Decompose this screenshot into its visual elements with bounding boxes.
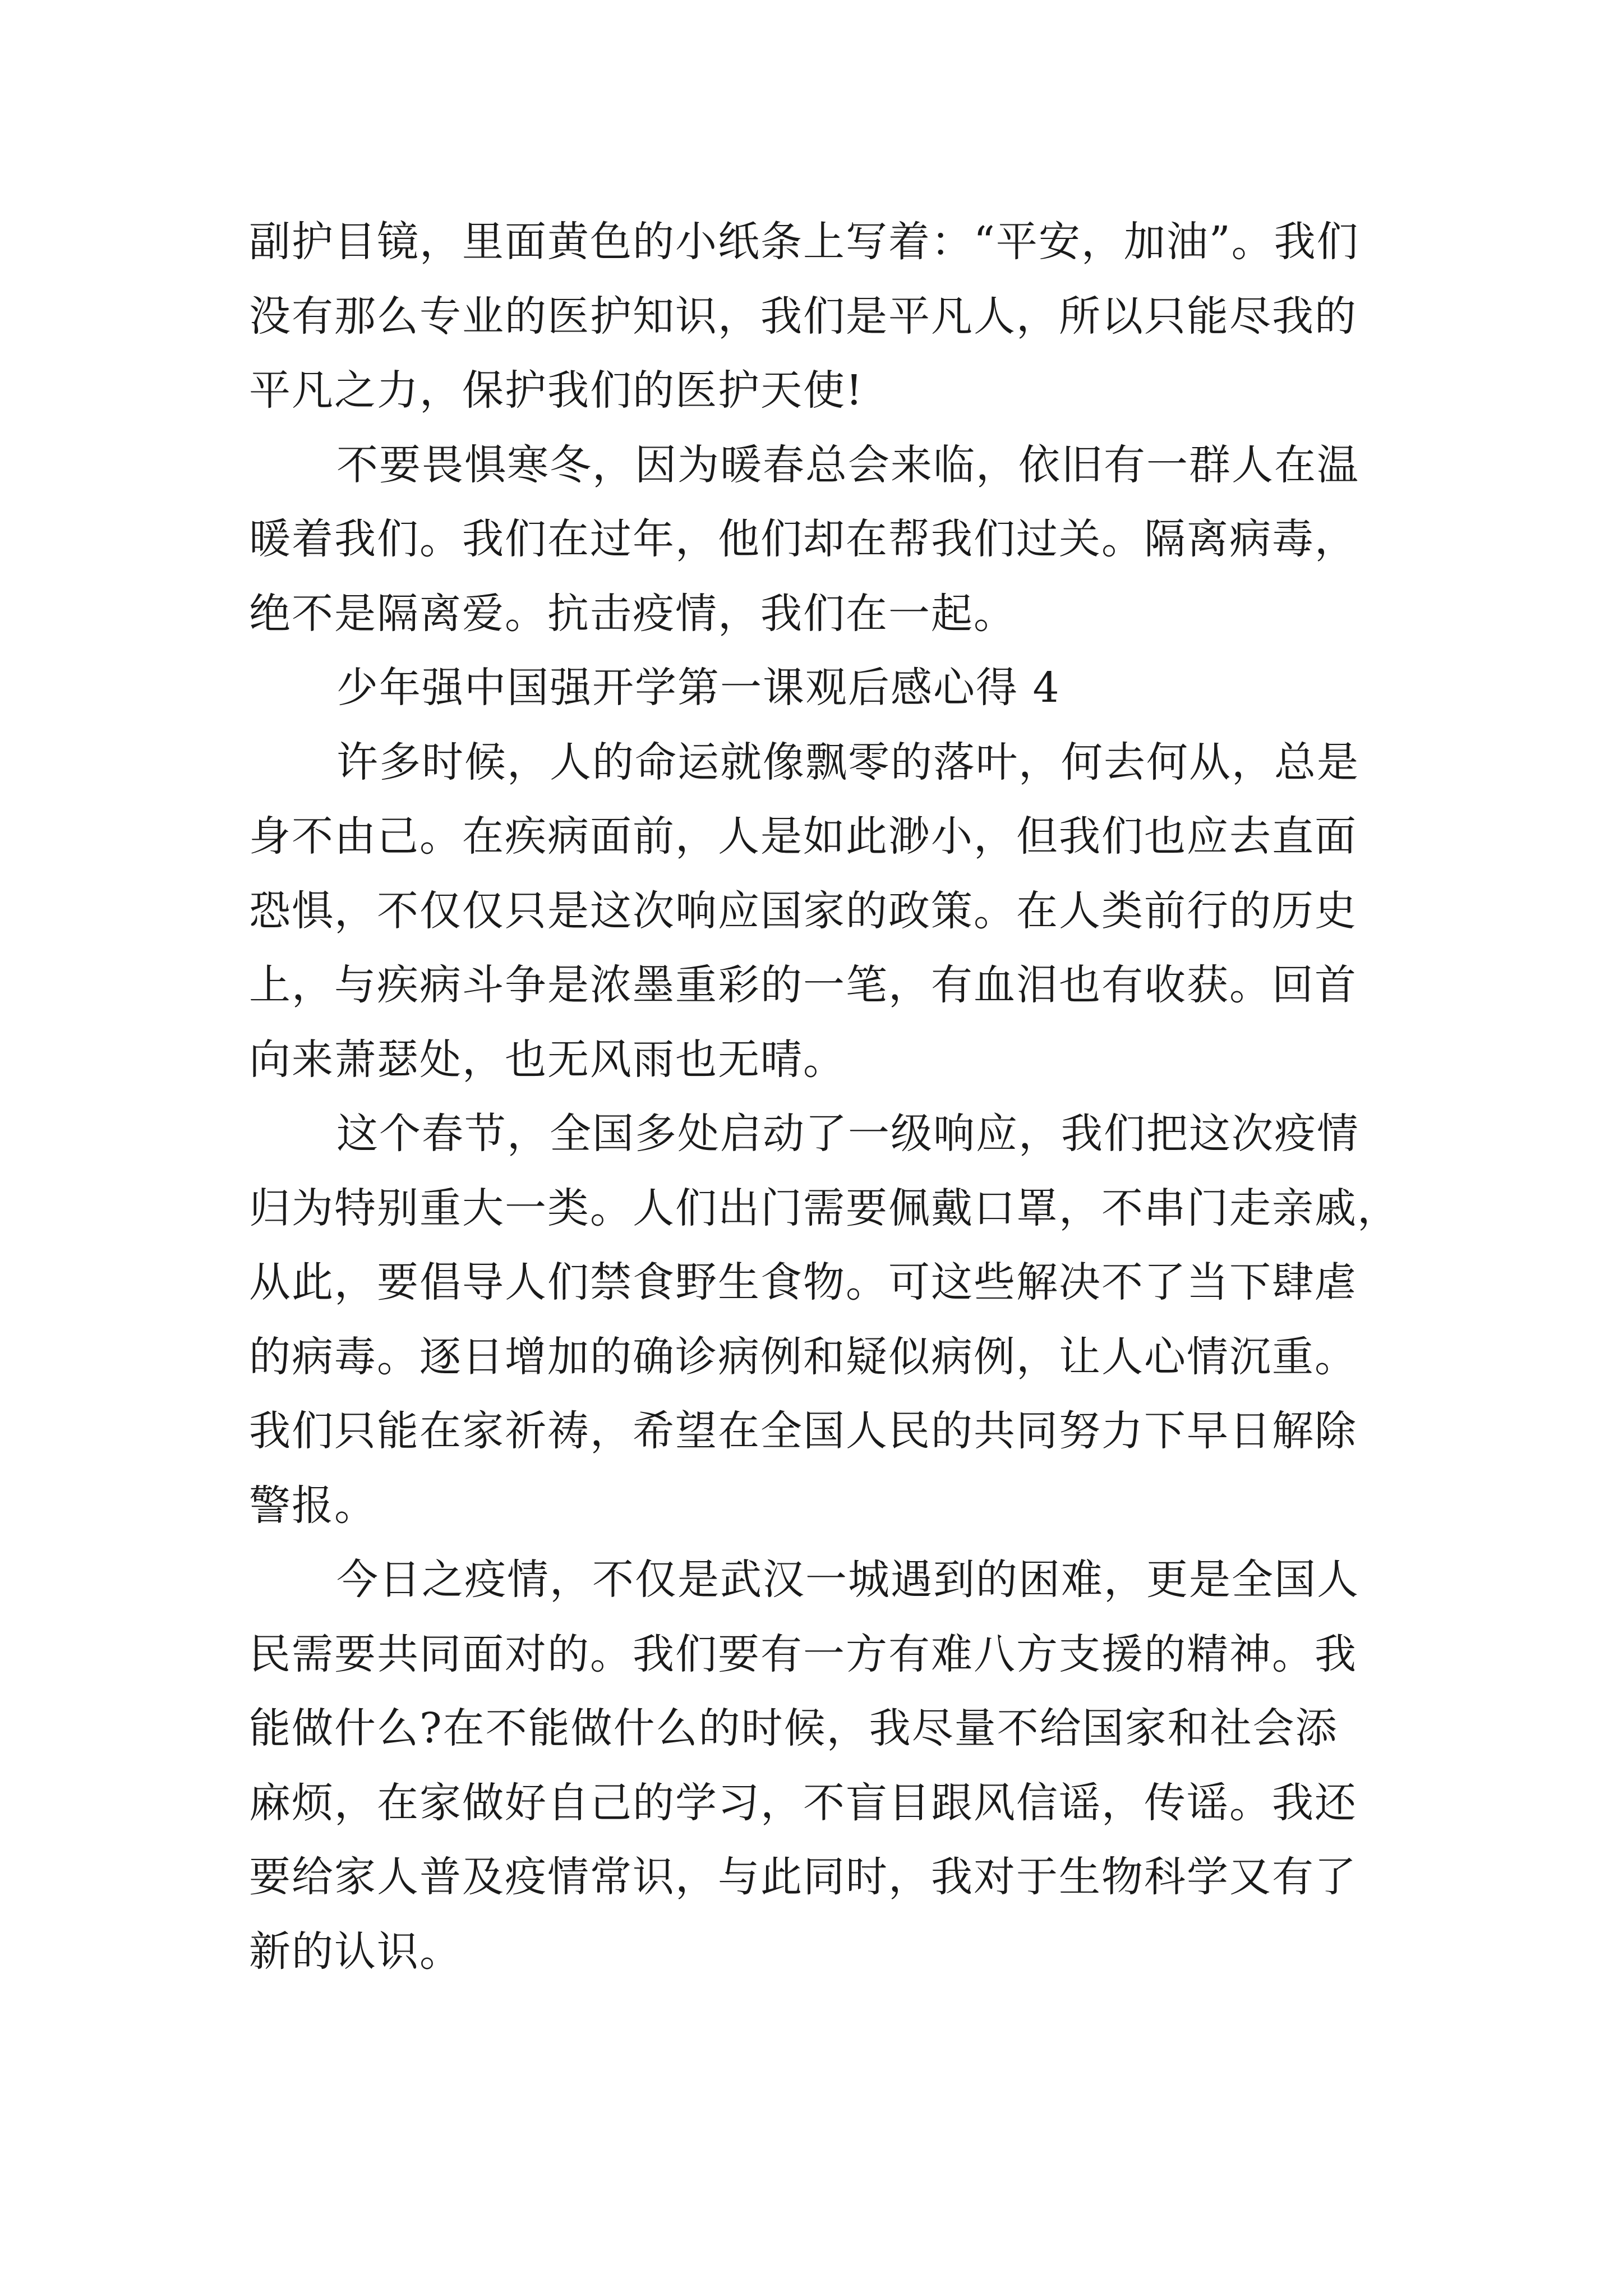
text-line: 要给家人普及疫情常识，与此同时，我对于生物科学又有了 — [249, 1853, 1357, 1901]
body-text — [249, 205, 1400, 1989]
text-line: 民需要共同面对的。我们要有一方有难八方支援的精神。我 — [249, 1630, 1357, 1678]
text-line: 绝不是隔离爱。抗击疫情，我们在一起。 — [249, 589, 1016, 638]
text-line: 这个春节，全国多处启动了一级响应，我们把这次疫情 — [336, 1110, 1359, 1158]
text-line: 警报。 — [249, 1481, 377, 1530]
text-line: 恐惧，不仅仅只是这次响应国家的政策。在人类前行的历史 — [249, 886, 1357, 935]
text-line: 的病毒。逐日增加的确诊病例和疑似病例，让人心情沉重。 — [249, 1332, 1357, 1381]
text-line: 今日之疫情，不仅是武汉一城遇到的困难，更是全国人 — [336, 1556, 1359, 1604]
section-heading: 少年强中国强开学第一课观后感心得 4 — [336, 664, 1061, 712]
text-line: 不要畏惧寒冬，因为暖春总会来临，依旧有一群人在温 — [336, 440, 1359, 489]
text-line: 上，与疾病斗争是浓墨重彩的一笔，有血泪也有收获。回首 — [249, 961, 1357, 1009]
text-line: 从此，要倡导人们禁食野生食物。可这些解决不了当下肆虐 — [249, 1258, 1357, 1306]
text-line: 身不由己。在疾病面前，人是如此渺小，但我们也应去直面 — [249, 812, 1357, 861]
text-line: 我们只能在家祈祷，希望在全国人民的共同努力下早日解除 — [249, 1407, 1357, 1455]
text-line: 许多时候，人的命运就像飘零的落叶，何去何从，总是 — [336, 738, 1359, 786]
text-line: 暖着我们。我们在过年，他们却在帮我们过关。隔离病毒， — [249, 515, 1357, 563]
text-line: 向来萧瑟处，也无风雨也无晴。 — [249, 1035, 846, 1084]
text-line: 副护目镜，里面黄色的小纸条上写着：“平安，加油”。我们 — [249, 218, 1359, 266]
text-line: 麻烦，在家做好自己的学习，不盲目跟风信谣，传谣。我还 — [249, 1778, 1357, 1827]
text-line: 没有那么专业的医护知识，我们是平凡人，所以只能尽我的 — [249, 292, 1357, 341]
text-line: 归为特别重大一类。人们出门需要佩戴口罩，不串门走亲戚， — [249, 1184, 1400, 1232]
text-line: 平凡之力，保护我们的医护天使! — [249, 366, 864, 415]
text-line: 能做什么?在不能做什么的时候，我尽量不给国家和社会添 — [249, 1704, 1338, 1752]
text-line: 新的认识。 — [249, 1927, 462, 1976]
